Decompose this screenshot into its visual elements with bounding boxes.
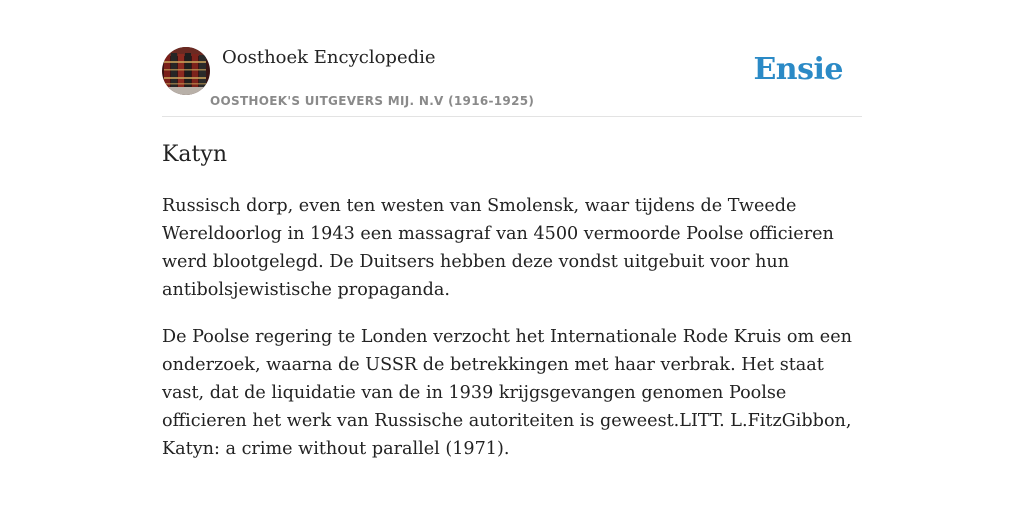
article-card bbox=[162, 0, 862, 512]
books-icon[interactable] bbox=[162, 47, 210, 95]
article-paragraph: De Poolse regering te Londen verzocht het Internationale Rode Kruis om een onderzoek, waarna de USSR de betrekkingen met haar verbrak. Het staat vast, dat de liquidatie van de in 1939 krijgsgevangen genomen Poolse officieren het werk van Russische autoriteiten is geweest.LITT. L.FitzGibbon, Katyn: a crime without parallel (1971). bbox=[162, 327, 852, 459]
article-paragraph: Russisch dorp, even ten westen van Smolensk, waar tijdens de Tweede Wereldoorlog in 1943 een massagraf van 4500 vermoorde Poolse officieren werd blootgelegd. De Duitsers hebben deze vondst uitgebuit voor hun antibolsjewistische propaganda. bbox=[162, 196, 834, 300]
article-body bbox=[162, 192, 862, 482]
article-title: Katyn bbox=[162, 142, 227, 167]
source-subtitle: OOSTHOEK'S UITGEVERS MIJ. N.V (1916-1925) bbox=[210, 94, 535, 108]
source-name[interactable]: Oosthoek Encyclopedie bbox=[222, 47, 436, 68]
brand-logo[interactable]: Ensie bbox=[753, 52, 843, 87]
source-header bbox=[162, 0, 862, 117]
